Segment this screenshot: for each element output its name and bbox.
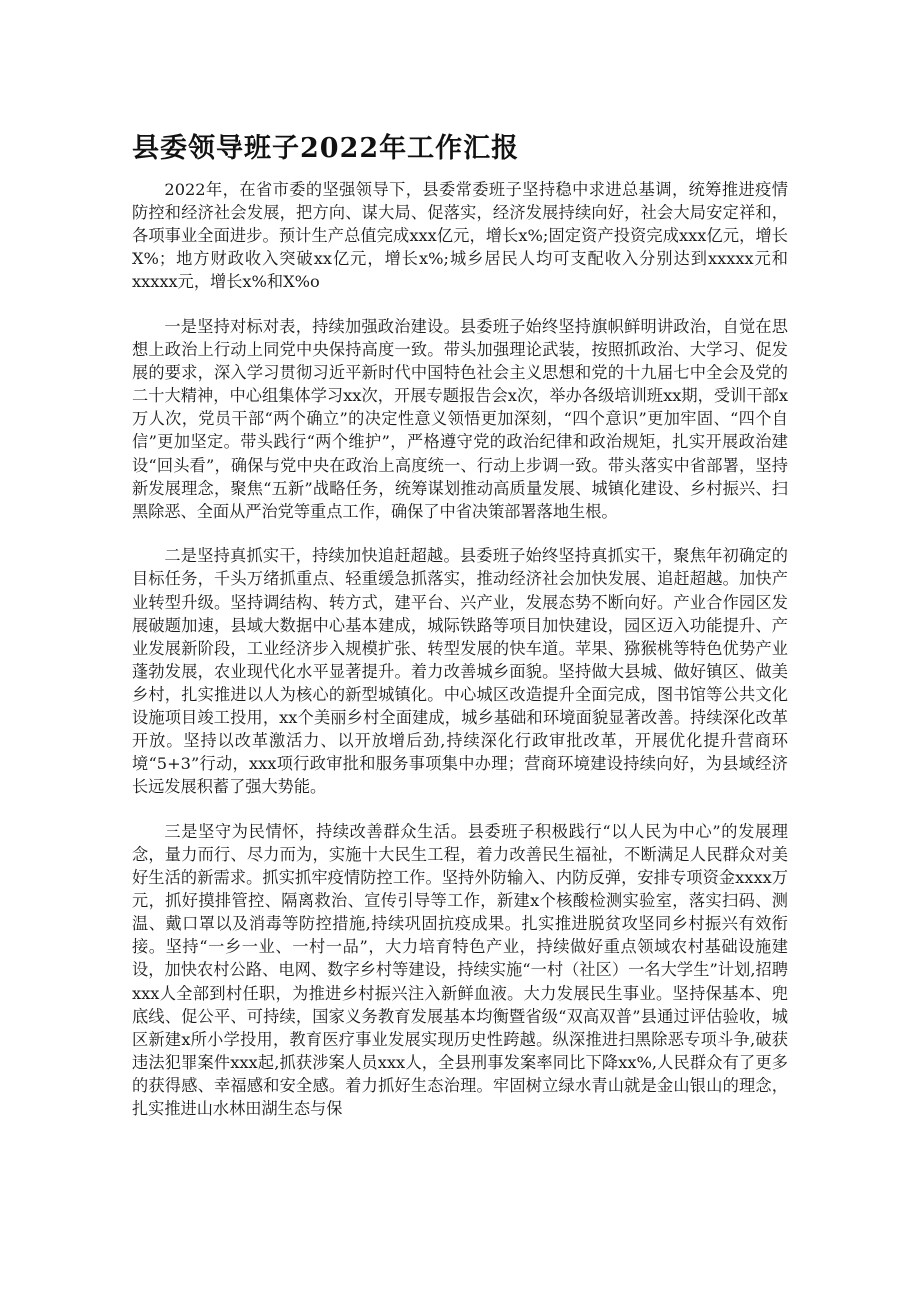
document-body xyxy=(132,178,788,1142)
paragraph-summary: 2022年，在省市委的坚强领导下，县委常委班子坚持稳中求进总基调，统筹推进疫情防控和经济社会发展，把方向、谋大局、促落实，经济发展持续向好，社会大局安定祥和，各项事业全面进步。预计生产总值完成xxx亿元，增长x%;固定资产投资完成xxx亿元，增长X%；地方财政收入突破xx亿元，增长x%;城乡居民人均可支配收入分别达到xxxxx元和xxxxx元，增长x%和X%o xyxy=(132,180,788,292)
paragraph-political-building: 一是坚持对标对表，持续加强政治建设。县委班子始终坚持旗帜鲜明讲政治，自觉在思想上政治上行动上同党中央保持高度一致。带头加强理论武装，按照抓政治、大学习、促发展的要求，深入学习贯彻习近平新时代中国特色社会主义思想和党的十九届七中全会及党的二十大精神，中心组集体学习xx次，开展专题报告会x次，举办各级培训班xx期，受训干部x万人次，党员干部“两个确立”的决定性意义领悟更加深刻，“四个意识”更加牢固、“四个自信”更加坚定。带头践行“两个维护”，严格遵守党的政治纪律和政治规矩，扎实开展政治建设“回头看”，确保与党中央在政治上高度统一、行动上步调一致。带头落实中省部署，坚持新发展理念，聚焦“五新”战略任务，统筹谋划推动高质量发展、城镇化建设、乡村振兴、扫黑除恶、全面从严治党等重点工作，确保了中省决策部署落地生根。 xyxy=(132,316,788,521)
document-title: 县委领导班子2022年工作汇报 xyxy=(132,133,520,164)
paragraph-people-livelihood: 三是坚守为民情怀，持续改善群众生活。县委班子积极践行“以人民为中心”的发展理念，量力而行、尽力而为，实施十大民生工程，着力改善民生福祉，不断满足人民群众对美好生活的新需求。抓实抓牢疫情防控工作。坚持外防输入、内防反弹，安排专项资金xxxx万元，抓好摸排管控、隔离救治、宣传引导等工作，新建x个核酸检测实验室，落实扫码、测温、戴口罩以及消毒等防控措施,持续巩固抗疫成果。扎实推进脱贫攻坚同乡村振兴有效衔接。坚持“一乡一业、一村一品”，大力培育特色产业，持续做好重点领域农村基础设施建设，加快农村公路、电网、数字乡村等建设，持续实施“一村（社区）一名大学生”计划,招聘xxx人全部到村任职，为推进乡村振兴注入新鲜血液。大力发展民生事业。坚持保基本、兜底线、促公平、可持续，国家义务教育发展基本均衡暨省级“双高双普”县通过评估验收，城区新建x所小学投用，教育医疗事业发展实现历史性跨越。纵深推进扫黑除恶专项斗争,破获违法犯罪案件xxx起,抓获涉案人员xxx人，全县刑事发案率同比下降xx%,人民群众有了更多的获得感、幸福感和安全感。着力抓好生态治理。牢固树立绿水青山就是金山银山的理念，扎实推进山水林田湖生态与保 xyxy=(132,821,788,1118)
paragraph-economic-development: 二是坚持真抓实干，持续加快追赶超越。县委班子始终坚持真抓实干，聚焦年初确定的目标任务，千头万绪抓重点、轻重缓急抓落实，推动经济社会加快发展、追赶超越。加快产业转型升级。坚持调结构、转方式，建平台、兴产业，发展态势不断向好。产业合作园区发展破题加速，县域大数据中心基本建成，城际铁路等项目加快建设，园区迈入功能提升、产业发展新阶段，工业经济步入规模扩张、转型发展的快车道。苹果、猕猴桃等特色优势产业蓬勃发展，农业现代化水平显著提升。着力改善城乡面貌。坚持做大县城、做好镇区、做美乡村，扎实推进以人为核心的新型城镇化。中心城区改造提升全面完成，图书馆等公共文化设施项目竣工投用，xx个美丽乡村全面建成，城乡基础和环境面貌显著改善。持续深化改革开放。坚持以改革激活力、以开放增后劲,持续深化行政审批改革，开展优化提升营商环境“5+3”行动，xxx项行政审批和服务事项集中办理；营商环境建设持续向好，为县域经济长远发展积蓄了强大势能。 xyxy=(132,546,788,797)
